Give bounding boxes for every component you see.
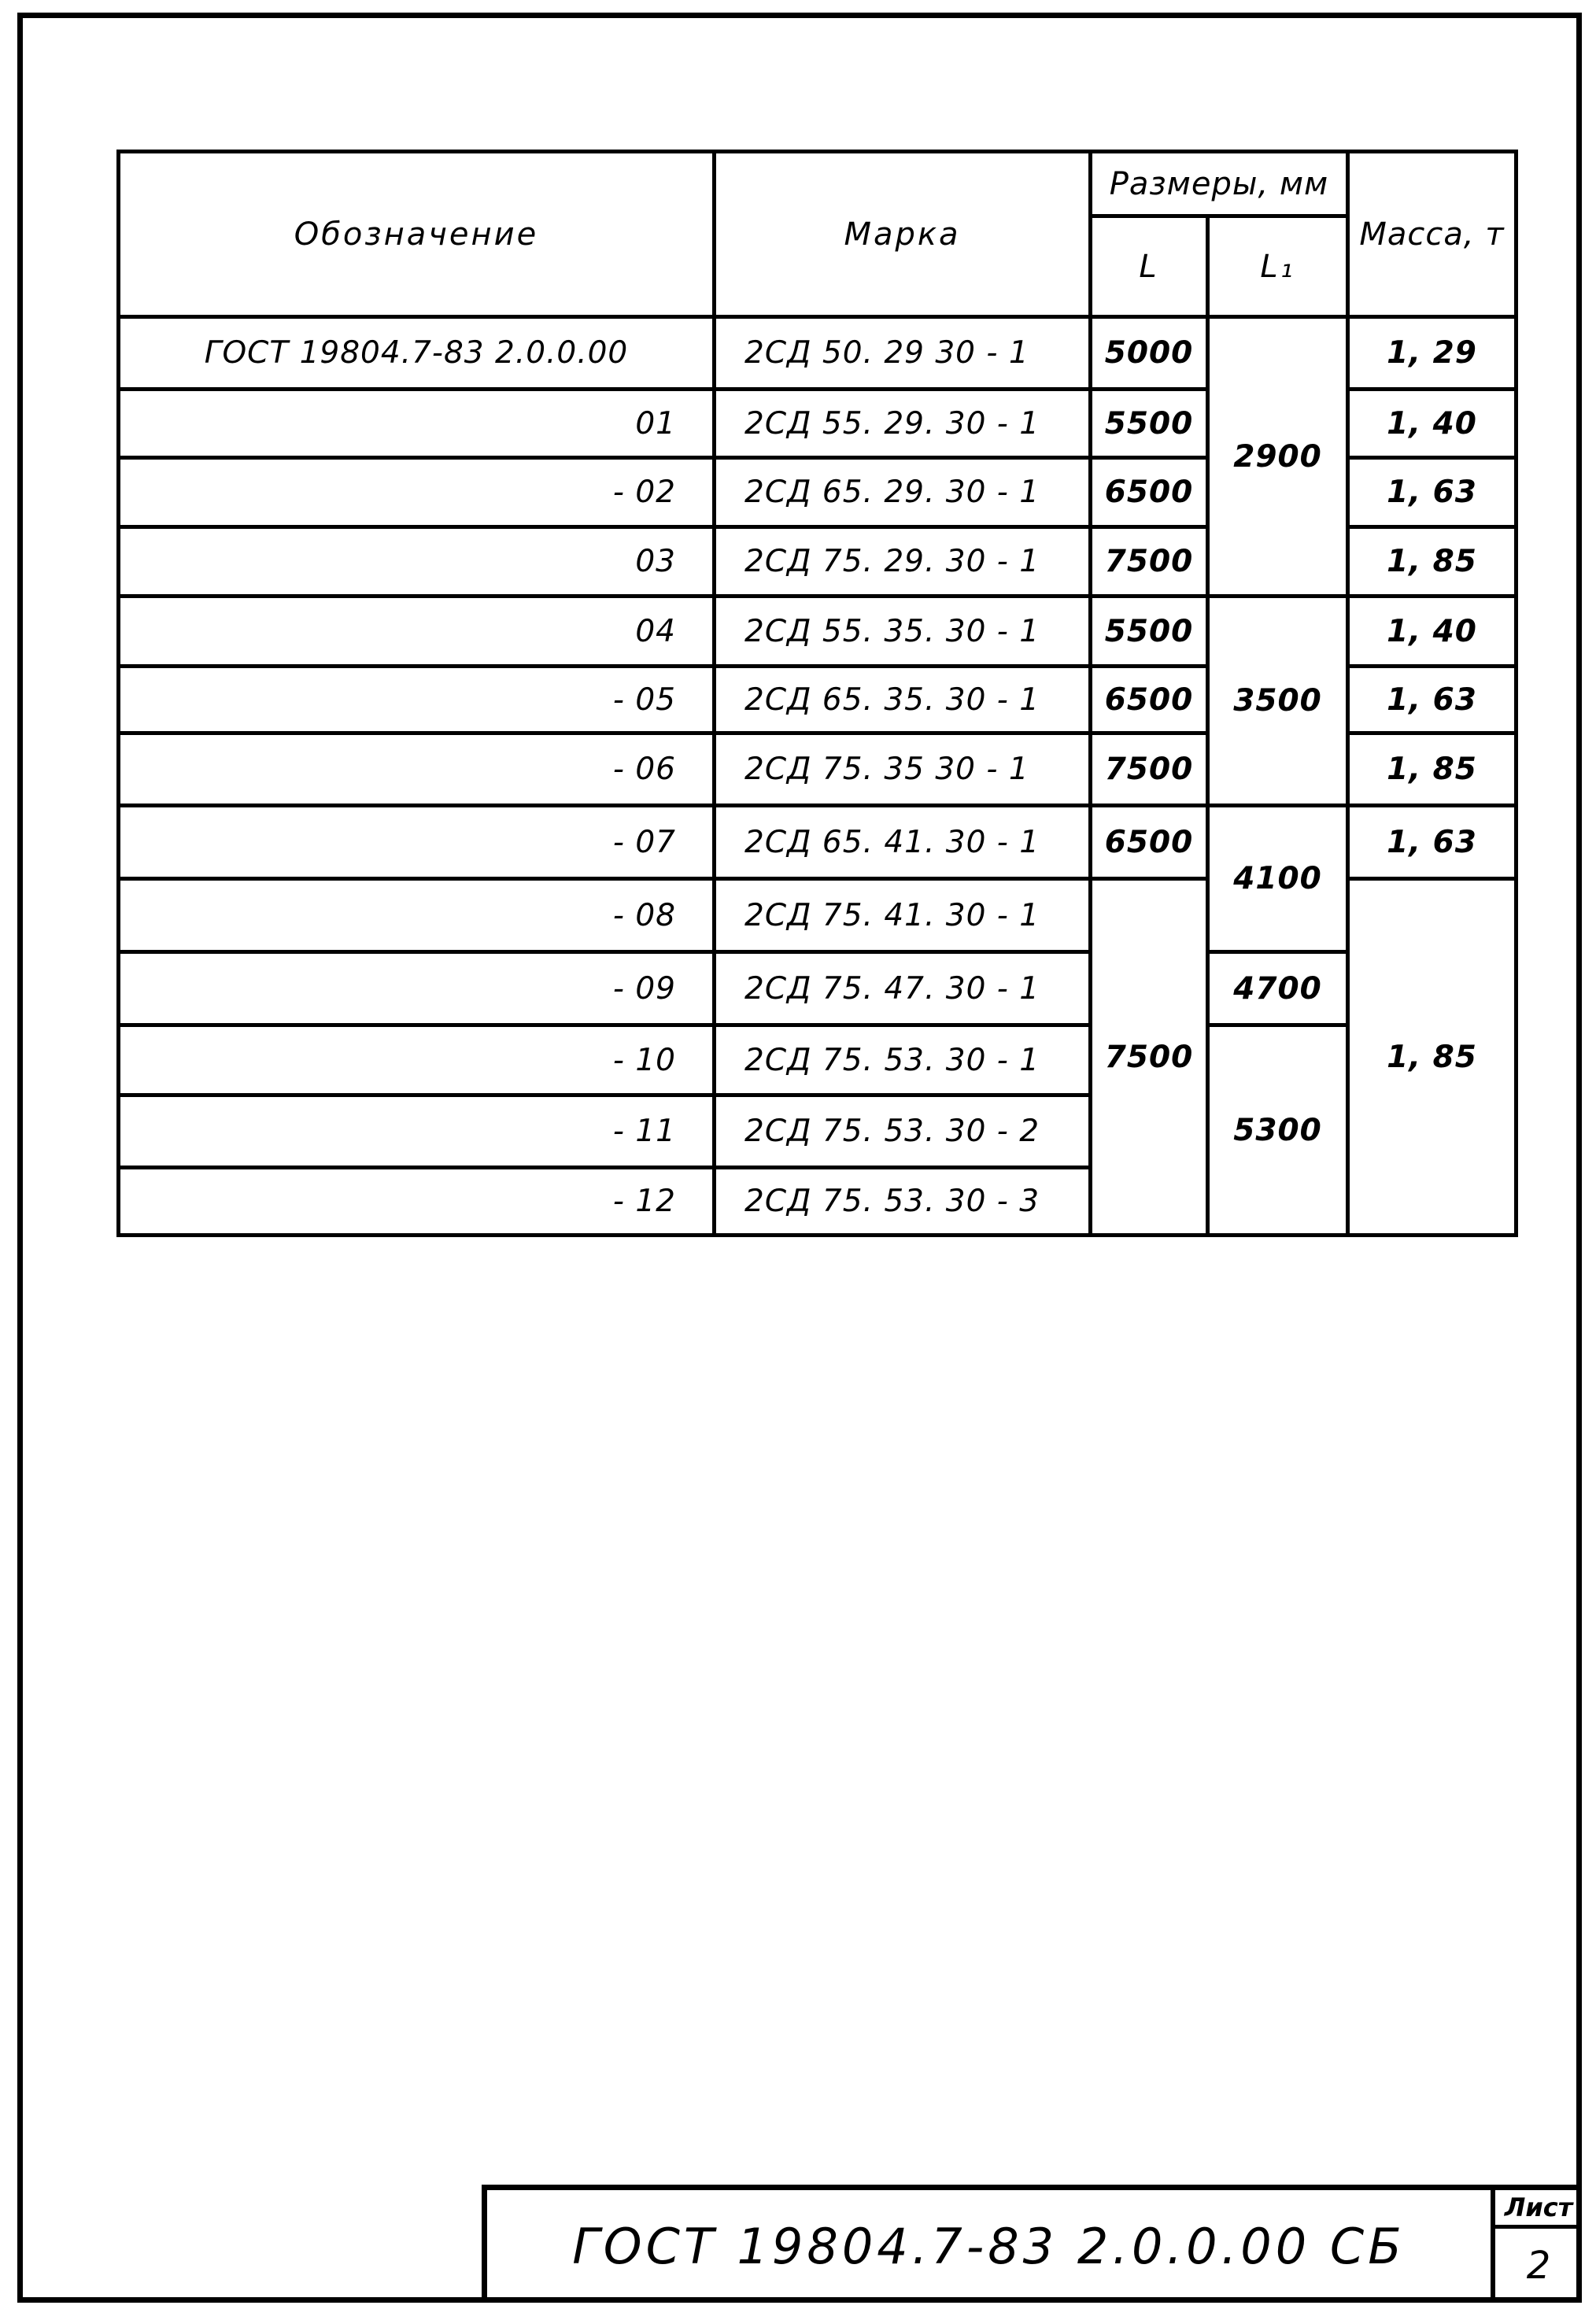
designation-cell: - 09 xyxy=(119,952,715,1025)
mark-cell: 2СД 55. 29. 30 - 1 xyxy=(715,390,1091,458)
designation-cell: - 05 xyxy=(119,667,715,733)
header-row xyxy=(119,152,1517,216)
mass-cell: 1, 85 xyxy=(1348,733,1517,806)
designation-cell: - 12 xyxy=(119,1168,715,1236)
designation-cell: - 10 xyxy=(119,1025,715,1095)
header-mark: Марка xyxy=(715,152,1091,317)
mark-cell: 2СД 75. 53. 30 - 1 xyxy=(715,1025,1091,1095)
length1-cell: 5300 xyxy=(1208,1025,1348,1236)
mass-cell: 1, 63 xyxy=(1348,667,1517,733)
length-cell: 7500 xyxy=(1091,733,1208,806)
length-cell: 5000 xyxy=(1091,317,1208,390)
mass-cell: 1, 40 xyxy=(1348,390,1517,458)
length1-cell: 4100 xyxy=(1208,806,1348,952)
header-L: L xyxy=(1091,216,1208,317)
sheet-label: Лист xyxy=(1495,2190,1582,2229)
length-cell: 6500 xyxy=(1091,458,1208,527)
mark-cell: 2СД 50. 29 30 - 1 xyxy=(715,317,1091,390)
length1-cell: 3500 xyxy=(1208,597,1348,806)
table-row xyxy=(119,806,1517,879)
mass-cell: 1, 85 xyxy=(1348,879,1517,1236)
length-cell: 6500 xyxy=(1091,806,1208,879)
length-cell: 5500 xyxy=(1091,597,1208,667)
mark-cell: 2СД 75. 53. 30 - 3 xyxy=(715,1168,1091,1236)
mark-cell: 2СД 75. 53. 30 - 2 xyxy=(715,1095,1091,1168)
mark-cell: 2СД 55. 35. 30 - 1 xyxy=(715,597,1091,667)
header-mass: Масса, т xyxy=(1348,152,1517,317)
length1-cell: 4700 xyxy=(1208,952,1348,1025)
mass-cell: 1, 40 xyxy=(1348,597,1517,667)
length-cell: 7500 xyxy=(1091,879,1208,1236)
sheet-number: 2 xyxy=(1526,2244,1551,2288)
sheet-box xyxy=(1491,2190,1582,2303)
designation-cell: 03 xyxy=(119,527,715,597)
length1-cell: 2900 xyxy=(1208,317,1348,597)
designation-cell: ГОСТ 19804.7-83 2.0.0.00 xyxy=(119,317,715,390)
table-row xyxy=(119,952,1517,1025)
designation-cell: - 06 xyxy=(119,733,715,806)
length-cell: 7500 xyxy=(1091,527,1208,597)
mark-cell: 2СД 65. 29. 30 - 1 xyxy=(715,458,1091,527)
designation-cell: - 08 xyxy=(119,879,715,952)
table-row xyxy=(119,597,1517,667)
mark-cell: 2СД 75. 47. 30 - 1 xyxy=(715,952,1091,1025)
header-L1: L₁ xyxy=(1208,216,1348,317)
table-row xyxy=(119,1025,1517,1095)
length-cell: 6500 xyxy=(1091,667,1208,733)
designation-cell: - 07 xyxy=(119,806,715,879)
designation-cell: - 11 xyxy=(119,1095,715,1168)
header-designation: Обозначение xyxy=(119,152,715,317)
mark-cell: 2СД 75. 29. 30 - 1 xyxy=(715,527,1091,597)
mass-cell: 1, 85 xyxy=(1348,527,1517,597)
mark-cell: 2СД 75. 41. 30 - 1 xyxy=(715,879,1091,952)
mark-cell: 2СД 65. 41. 30 - 1 xyxy=(715,806,1091,879)
mark-cell: 2СД 75. 35 30 - 1 xyxy=(715,733,1091,806)
designation-cell: 04 xyxy=(119,597,715,667)
table-row xyxy=(119,317,1517,390)
length-cell: 5500 xyxy=(1091,390,1208,458)
designation-cell: - 02 xyxy=(119,458,715,527)
document-code: ГОСТ 19804.7-83 2.0.0.00 СБ xyxy=(572,2218,1406,2275)
mass-cell: 1, 63 xyxy=(1348,458,1517,527)
designation-cell: 01 xyxy=(119,390,715,458)
title-block xyxy=(482,2185,1582,2303)
mass-cell: 1, 29 xyxy=(1348,317,1517,390)
mark-cell: 2СД 65. 35. 30 - 1 xyxy=(715,667,1091,733)
mass-cell: 1, 63 xyxy=(1348,806,1517,879)
specification-table xyxy=(116,150,1518,1237)
header-dimensions: Размеры, мм xyxy=(1091,152,1348,216)
